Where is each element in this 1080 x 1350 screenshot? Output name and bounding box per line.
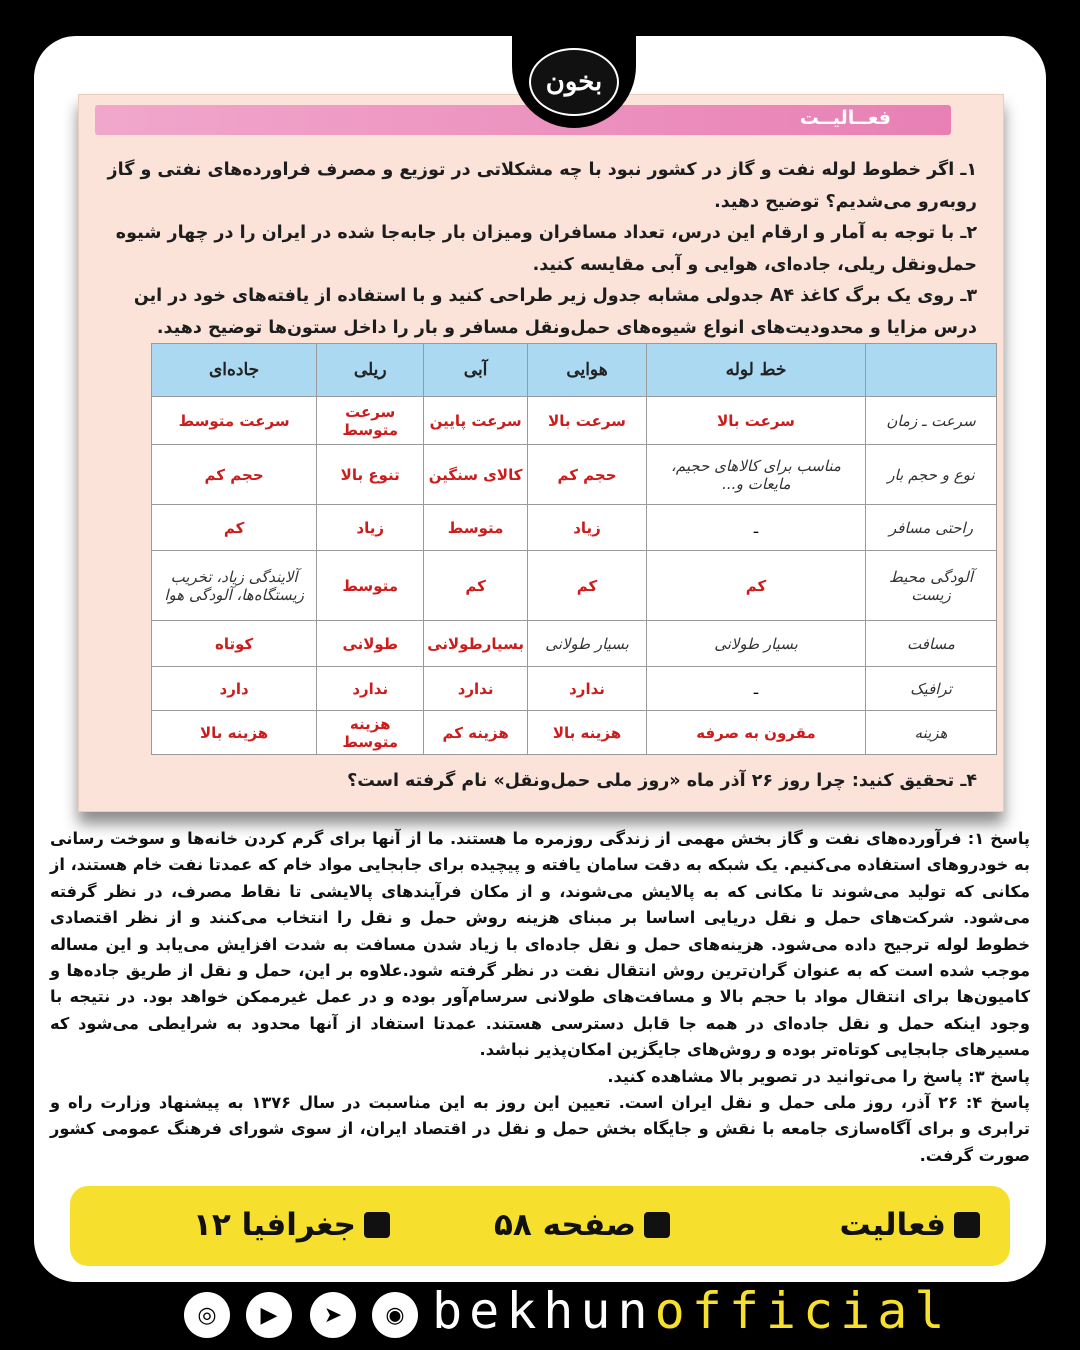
row-label: آلودگی محیط زیست — [866, 551, 997, 621]
book-icon — [644, 1212, 670, 1238]
youtube-icon[interactable]: ▶ — [246, 1292, 292, 1338]
activity-banner — [95, 105, 951, 135]
brand-yellow: official — [654, 1282, 952, 1340]
cell-road: آلایندگی زیاد، تخریب زیستگاه‌ها، آلودگی هوا — [152, 551, 317, 621]
table-row — [152, 621, 997, 667]
cell-road: حجم کم — [152, 445, 317, 505]
graduation-cap-icon — [364, 1212, 390, 1238]
cell-air: ندارد — [528, 667, 647, 711]
cell-road: سرعت متوسط — [152, 397, 317, 445]
answers — [50, 826, 1030, 1169]
logo-badge: بخون — [529, 48, 619, 116]
cell-road: هزینه بالا — [152, 711, 317, 755]
info-page — [494, 1196, 670, 1254]
cell-pipeline: ـ — [647, 667, 866, 711]
footer — [0, 1282, 1080, 1342]
info-subject-label: جغرافیا ۱۲ — [193, 1207, 356, 1243]
header-pipeline: خط لوله — [647, 344, 866, 397]
cell-rail: هزینه متوسط — [317, 711, 424, 755]
question-3: ۳ـ روی یک برگ کاغذ A۴ جدولی مشابه جدول زیر طراحی کنید و با استفاده از یافته‌های خود در این درس مزایا و محدودیت‌های انواع شیوه‌های حمل‌ونقل مسافر و بار را داخل ستون‌ها توضیح دهید. — [133, 286, 977, 338]
cell-water: ندارد — [424, 667, 528, 711]
row-label: هزینه — [866, 711, 997, 755]
row-label: سرعت ـ زمان — [866, 397, 997, 445]
table-row — [152, 711, 997, 755]
content-card — [34, 36, 1046, 1282]
table-row — [152, 397, 997, 445]
film-icon[interactable]: ◎ — [184, 1292, 230, 1338]
cell-rail: ندارد — [317, 667, 424, 711]
table-row — [152, 505, 997, 551]
answer-3: پاسخ ۳: پاسخ را می‌توانید در تصویر بالا مشاهده کنید. — [607, 1066, 1030, 1086]
cell-rail: زیاد — [317, 505, 424, 551]
cell-water: کالای سنگین — [424, 445, 528, 505]
cell-road: کم — [152, 505, 317, 551]
cell-water: هزینه کم — [424, 711, 528, 755]
questions — [87, 155, 977, 344]
header-empty — [866, 344, 997, 397]
cell-pipeline: ـ — [647, 505, 866, 551]
cell-pipeline: مناسب برای کالاهای حجیم، مایعات و... — [647, 445, 866, 505]
header-air: هوایی — [528, 344, 647, 397]
telegram-icon[interactable]: ➤ — [310, 1292, 356, 1338]
header-rail: ریلی — [317, 344, 424, 397]
cell-pipeline: کم — [647, 551, 866, 621]
cell-water: کم — [424, 551, 528, 621]
cell-water: سرعت پایین — [424, 397, 528, 445]
cell-road: کوتاه — [152, 621, 317, 667]
answer-4: پاسخ ۴: ۲۶ آذر، روز ملی حمل و نقل ایران است. تعیین این روز به این مناسبت در سال ۱۳۷۶ به پیشنهاد وزارت راه و ترابری و برای آگاه‌سازی جامعه با نقش و جایگاه بخش حمل و نقل در اقتصاد ایران، از سوی شورای فرهنگ عمومی کشور صورت گرفت. — [50, 1093, 1030, 1165]
cell-air: هزینه بالا — [528, 711, 647, 755]
info-bar — [70, 1186, 1010, 1266]
info-activity-label: فعالیت — [839, 1207, 946, 1243]
cell-pipeline: سرعت بالا — [647, 397, 866, 445]
banner-title: فعــالیــت — [799, 107, 891, 129]
cell-road: دارد — [152, 667, 317, 711]
cell-air: حجم کم — [528, 445, 647, 505]
cell-water: بسیارطولانی — [424, 621, 528, 667]
question-4: ۴ـ تحقیق کنید: چرا روز ۲۶ آذر ماه «روز ملی حمل‌ونقل» نام گرفته است؟ — [347, 771, 977, 791]
row-label: راحتی مسافر — [866, 505, 997, 551]
cell-air: بسیار طولانی — [528, 621, 647, 667]
table-row — [152, 445, 997, 505]
header-water: آبی — [424, 344, 528, 397]
info-subject — [193, 1196, 390, 1254]
table-header-row — [152, 344, 997, 397]
cell-pipeline: بسیار طولانی — [647, 621, 866, 667]
row-label: مسافت — [866, 621, 997, 667]
cell-air: سرعت بالا — [528, 397, 647, 445]
row-label: ترافیک — [866, 667, 997, 711]
transport-comparison-table — [151, 343, 997, 755]
info-activity — [839, 1196, 980, 1254]
row-label: نوع و حجم بار — [866, 445, 997, 505]
brand-handle[interactable] — [432, 1282, 951, 1340]
textbook-excerpt — [78, 94, 1004, 812]
cell-air: کم — [528, 551, 647, 621]
cell-rail: طولانی — [317, 621, 424, 667]
teacher-icon — [954, 1212, 980, 1238]
cell-rail: تنوع بالا — [317, 445, 424, 505]
instagram-icon[interactable]: ◉ — [372, 1292, 418, 1338]
cell-rail: سرعت متوسط — [317, 397, 424, 445]
table-row — [152, 667, 997, 711]
question-1: ۱ـ اگر خطوط لوله نفت و گاز در کشور نبود با چه مشکلاتی در توزیع و مصرف فراورده‌های نفتی و گاز روبه‌رو می‌شدیم؟ توضیح دهید. — [107, 160, 977, 212]
question-2: ۲ـ با توجه به آمار و ارقام این درس، تعداد مسافران ومیزان بار جابه‌جا شده در ایران را در چهار شیوه حمل‌ونقل ریلی، جاده‌ای، هوایی و آبی مقایسه کنید. — [115, 223, 977, 275]
answer-1: پاسخ ۱: فرآورده‌های نفت و گاز بخش مهمی از زندگی روزمره ما هستند. ما از آنها برای گرم کردن خانه‌ها و سوخت رسانی به خودروهای استفاده می‌کنیم. یک شبکه به دقت سامان یافته و پیچیده برای جابجایی مواد خام که عمدتا نفت خام هستند، از مکانی که تولید می‌شوند تا مکانی که به پالایش می‌شوند، و از مکان فرآیندهای پالایشی تا نقاط مصرف، در نظر گرفته می‌شود. شرکت‌های حمل و نقل دریایی اساسا بر مبنای هزینه روش حمل و نقل را انتخاب می‌کنند و از نظر اقتصادی خطوط لوله ترجیح داده می‌شود. هزینه‌های حمل و نقل جاده‌ای با زیاد شدن مسافت به شدت افزایش می‌یابد و این مساله موجب شده است که به عنوان گران‌ترین روش انتقال نفت در نظر گرفته شود.علاوه بر این، حمل و نقل از طریق جاده‌ها و کامیون‌ها برای انتقال مواد با حجم بالا و مسافت‌های طولانی سرسام‌آور بوده و در عمل غیرممکن خواهد بود. در نتیجه با وجود اینکه حمل و نقل جاده‌ای در همه جا قابل دسترسی هستند. عمدتا استفاد از آنها محدود به شرایطی می‌شود که مسیرهای جابجایی کوتاه‌تر بوده و روش‌های جایگزین امکان‌پذیر نباشد. — [50, 829, 1030, 1060]
info-page-label: صفحه ۵۸ — [493, 1207, 636, 1243]
cell-rail: متوسط — [317, 551, 424, 621]
cell-air: زیاد — [528, 505, 647, 551]
cell-pipeline: مقرون به صرفه — [647, 711, 866, 755]
cell-water: متوسط — [424, 505, 528, 551]
table-row — [152, 551, 997, 621]
header-road: جاده‌ای — [152, 344, 317, 397]
brand-white: bekhun — [432, 1282, 655, 1340]
